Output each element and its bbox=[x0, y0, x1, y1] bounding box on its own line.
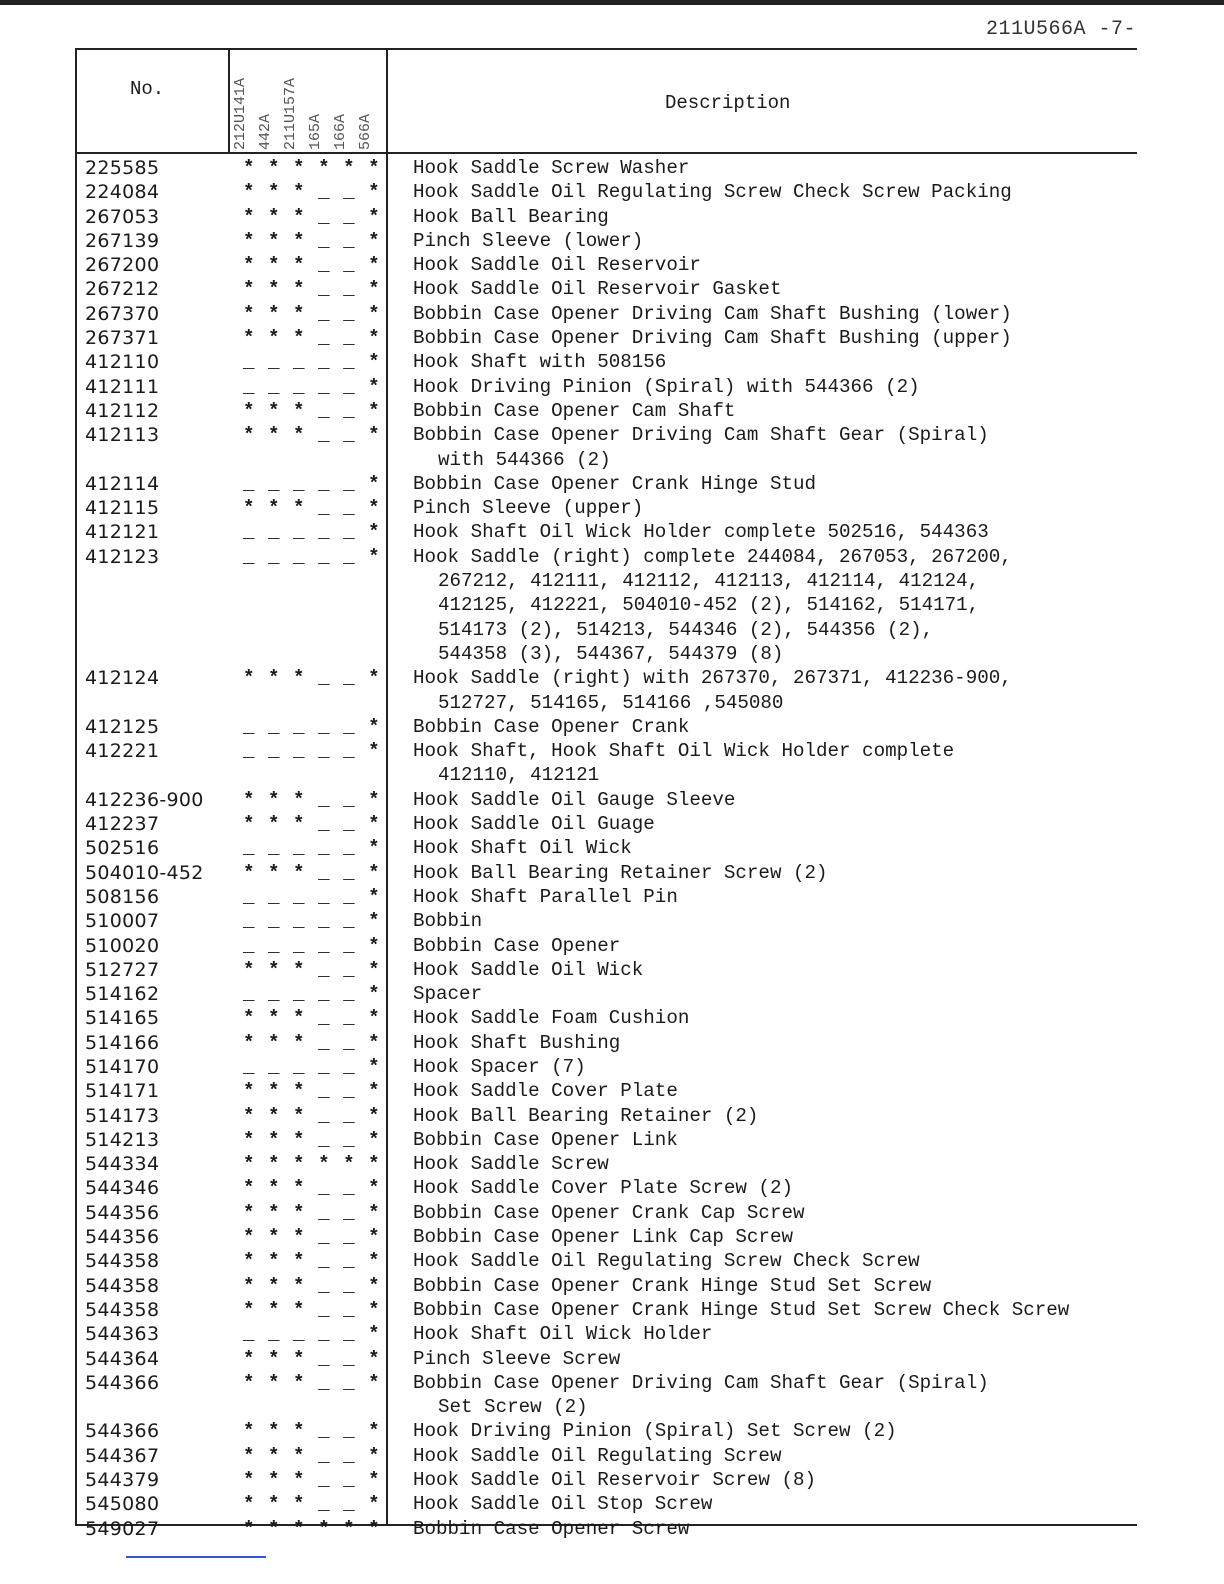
part-description bbox=[413, 812, 1147, 836]
part-description bbox=[413, 302, 1147, 326]
description-line: Spacer bbox=[413, 983, 483, 1006]
description-line: 544358 (3), 544367, 544379 (8) bbox=[438, 642, 784, 665]
part-description bbox=[413, 229, 1147, 253]
table-row bbox=[75, 350, 1147, 374]
description-line: Hook Saddle Screw bbox=[413, 1153, 609, 1176]
part-number: 412124 bbox=[85, 667, 160, 690]
table-row bbox=[75, 1176, 1147, 1200]
part-description bbox=[413, 1322, 1147, 1346]
header-description: Description bbox=[665, 92, 791, 114]
model-applicability: * * * _ _ * bbox=[243, 327, 381, 350]
model-applicability: * * * _ _ * bbox=[243, 667, 381, 690]
description-line: Hook Saddle Oil Regulating Screw Check Screw bbox=[413, 1250, 920, 1273]
model-applicability: _ _ _ _ _ * bbox=[243, 1323, 381, 1346]
header-no: No. bbox=[130, 78, 165, 100]
part-number: 412111 bbox=[85, 375, 160, 398]
part-description bbox=[413, 1152, 1147, 1176]
part-description bbox=[413, 861, 1147, 885]
description-line: Hook Saddle Oil Guage bbox=[413, 813, 655, 836]
part-number: 510020 bbox=[85, 934, 160, 957]
part-description bbox=[413, 1225, 1147, 1249]
part-number: 412121 bbox=[85, 521, 160, 544]
table-row bbox=[75, 496, 1147, 520]
model-applicability: * * * _ _ * bbox=[243, 1104, 381, 1127]
table-row bbox=[75, 253, 1147, 277]
table-row bbox=[75, 812, 1147, 836]
model-applicability: * * * * * * bbox=[243, 157, 381, 179]
part-description bbox=[413, 472, 1147, 496]
footer-link-line bbox=[126, 1556, 266, 1558]
model-applicability: * * * _ _ * bbox=[243, 399, 381, 422]
table-row bbox=[75, 836, 1147, 860]
part-description bbox=[413, 1468, 1147, 1492]
model-applicability: _ _ _ _ _ * bbox=[243, 375, 381, 398]
model-applicability: * * * _ _ * bbox=[243, 205, 381, 228]
part-number: 544358 bbox=[85, 1250, 160, 1273]
description-line: Hook Saddle Oil Regulating Screw Check Screw Packing bbox=[413, 181, 1012, 204]
table-row bbox=[75, 1444, 1147, 1468]
table-row bbox=[75, 1128, 1147, 1152]
table-row bbox=[75, 472, 1147, 496]
table-row bbox=[75, 1104, 1147, 1128]
description-line: Hook Shaft Oil Wick Holder complete 502516, 544363 bbox=[413, 521, 989, 544]
description-line: Bobbin bbox=[413, 910, 483, 933]
header-bottom-border bbox=[75, 152, 1137, 154]
part-description bbox=[413, 739, 1147, 788]
part-description bbox=[413, 1274, 1147, 1298]
part-description bbox=[413, 1031, 1147, 1055]
part-description bbox=[413, 1347, 1147, 1371]
part-number: 267139 bbox=[85, 229, 160, 252]
table-row bbox=[75, 1225, 1147, 1249]
parts-table bbox=[75, 48, 1147, 1540]
part-description bbox=[413, 1104, 1147, 1128]
table-row bbox=[75, 399, 1147, 423]
part-number: 544379 bbox=[85, 1469, 160, 1492]
part-description bbox=[413, 1055, 1147, 1079]
description-line: Bobbin Case Opener Screw bbox=[413, 1517, 690, 1540]
description-line: Hook Shaft with 508156 bbox=[413, 351, 667, 374]
part-number: 514170 bbox=[85, 1055, 160, 1078]
model-applicability: * * * * * * bbox=[243, 1517, 381, 1540]
model-applicability: * * * _ _ * bbox=[243, 1007, 381, 1030]
description-line: Hook Saddle Oil Wick bbox=[413, 958, 644, 981]
part-description bbox=[413, 666, 1147, 715]
table-row bbox=[75, 1419, 1147, 1443]
part-number: 412114 bbox=[85, 472, 160, 495]
part-description bbox=[413, 375, 1147, 399]
model-applicability: * * * _ _ * bbox=[243, 1298, 381, 1321]
model-applicability: * * * _ _ * bbox=[243, 497, 381, 520]
part-number: 412115 bbox=[85, 497, 160, 520]
part-number: 512727 bbox=[85, 958, 160, 981]
part-description bbox=[413, 982, 1147, 1006]
description-line: Bobbin Case Opener Crank Cap Screw bbox=[413, 1201, 805, 1224]
part-description bbox=[413, 1176, 1147, 1200]
description-line: 267212, 412111, 412112, 412113, 412114, 412124, bbox=[438, 570, 980, 593]
model-columns-header bbox=[229, 50, 381, 150]
part-number: 544367 bbox=[85, 1444, 160, 1467]
part-number: 514166 bbox=[85, 1031, 160, 1054]
table-row bbox=[75, 1274, 1147, 1298]
model-applicability: * * * _ _ * bbox=[243, 302, 381, 325]
part-number: 412125 bbox=[85, 715, 160, 738]
part-description bbox=[413, 156, 1147, 180]
part-description bbox=[413, 520, 1147, 544]
part-description bbox=[413, 1492, 1147, 1516]
table-row bbox=[75, 545, 1147, 666]
part-number: 412221 bbox=[85, 740, 160, 763]
table-row bbox=[75, 739, 1147, 788]
table-row bbox=[75, 1201, 1147, 1225]
model-applicability: * * * _ _ * bbox=[243, 1420, 381, 1443]
description-line: Pinch Sleeve (lower) bbox=[413, 229, 644, 252]
part-description bbox=[413, 545, 1147, 666]
part-number: 225585 bbox=[85, 157, 160, 179]
part-number: 412237 bbox=[85, 813, 160, 836]
model-applicability: _ _ _ _ _ * bbox=[243, 1055, 381, 1078]
description-line: Pinch Sleeve Screw bbox=[413, 1347, 621, 1370]
part-description bbox=[413, 1249, 1147, 1273]
table-row bbox=[75, 1371, 1147, 1420]
part-number: 514162 bbox=[85, 983, 160, 1006]
table-row bbox=[75, 909, 1147, 933]
part-number: 544358 bbox=[85, 1298, 160, 1321]
model-applicability: _ _ _ _ _ * bbox=[243, 545, 381, 568]
description-line: Hook Saddle Oil Stop Screw bbox=[413, 1493, 713, 1516]
description-line: 412110, 412121 bbox=[438, 764, 600, 787]
part-number: 267200 bbox=[85, 254, 160, 277]
model-label: 212U141A bbox=[232, 77, 249, 150]
part-number: 514173 bbox=[85, 1104, 160, 1127]
part-description bbox=[413, 350, 1147, 374]
part-description bbox=[413, 836, 1147, 860]
part-number: 544358 bbox=[85, 1274, 160, 1297]
part-description bbox=[413, 788, 1147, 812]
table-row bbox=[75, 375, 1147, 399]
model-label: 165A bbox=[307, 113, 324, 150]
part-description bbox=[413, 1419, 1147, 1443]
part-number: 514165 bbox=[85, 1007, 160, 1030]
part-description bbox=[413, 180, 1147, 204]
model-applicability: * * * _ _ * bbox=[243, 861, 381, 884]
description-line: Hook Shaft Parallel Pin bbox=[413, 885, 678, 908]
table-row bbox=[75, 1031, 1147, 1055]
model-applicability: * * * _ _ * bbox=[243, 958, 381, 981]
table-row bbox=[75, 885, 1147, 909]
description-line: Bobbin Case Opener Crank bbox=[413, 715, 690, 738]
table-row bbox=[75, 788, 1147, 812]
description-line: Hook Saddle Oil Regulating Screw bbox=[413, 1444, 782, 1467]
table-row bbox=[75, 1517, 1147, 1541]
description-line: Bobbin Case Opener Crank Hinge Stud Set Screw Check Screw bbox=[413, 1298, 1070, 1321]
table-row bbox=[75, 958, 1147, 982]
model-applicability: * * * _ _ * bbox=[243, 1444, 381, 1467]
table-row bbox=[75, 1055, 1147, 1079]
description-line: Hook Ball Bearing bbox=[413, 205, 609, 228]
top-border bbox=[0, 0, 1224, 5]
description-line: Hook Saddle Oil Reservoir Gasket bbox=[413, 278, 782, 301]
part-number: 544366 bbox=[85, 1371, 160, 1394]
model-label: 166A bbox=[332, 113, 349, 150]
part-description bbox=[413, 1079, 1147, 1103]
model-applicability: _ _ _ _ _ * bbox=[243, 934, 381, 957]
model-applicability: * * * _ _ * bbox=[243, 1274, 381, 1297]
part-description bbox=[413, 1201, 1147, 1225]
description-line: Hook Ball Bearing Retainer (2) bbox=[413, 1104, 759, 1127]
part-description bbox=[413, 277, 1147, 301]
part-description bbox=[413, 1517, 1147, 1541]
part-description bbox=[413, 1006, 1147, 1030]
table-row bbox=[75, 180, 1147, 204]
model-applicability: * * * _ _ * bbox=[243, 278, 381, 301]
description-line: Hook Shaft, Hook Shaft Oil Wick Holder complete bbox=[413, 740, 955, 763]
part-description bbox=[413, 1371, 1147, 1420]
description-line: Bobbin Case Opener Link Cap Screw bbox=[413, 1226, 793, 1249]
description-line: Bobbin Case Opener Cam Shaft bbox=[413, 399, 736, 422]
table-row bbox=[75, 861, 1147, 885]
model-applicability: * * * _ _ * bbox=[243, 254, 381, 277]
part-description bbox=[413, 326, 1147, 350]
part-number: 267371 bbox=[85, 327, 160, 350]
part-number: 502516 bbox=[85, 837, 160, 860]
part-number: 544356 bbox=[85, 1226, 160, 1249]
table-row bbox=[75, 934, 1147, 958]
description-line: Hook Driving Pinion (Spiral) with 544366 (2) bbox=[413, 375, 920, 398]
model-applicability: _ _ _ _ _ * bbox=[243, 351, 381, 374]
part-number: 514171 bbox=[85, 1080, 160, 1103]
table-row bbox=[75, 666, 1147, 715]
table-row bbox=[75, 1006, 1147, 1030]
part-number: 544334 bbox=[85, 1153, 160, 1176]
part-description bbox=[413, 1128, 1147, 1152]
description-line: Hook Ball Bearing Retainer Screw (2) bbox=[413, 861, 828, 884]
model-applicability: * * * _ _ * bbox=[243, 1226, 381, 1249]
table-row bbox=[75, 1347, 1147, 1371]
part-number: 508156 bbox=[85, 885, 160, 908]
model-applicability: _ _ _ _ _ * bbox=[243, 983, 381, 1006]
page-reference: 211U566A -7- bbox=[985, 18, 1136, 41]
model-applicability: * * * _ _ * bbox=[243, 1031, 381, 1054]
table-row bbox=[75, 326, 1147, 350]
part-number: 267053 bbox=[85, 205, 160, 228]
description-line: Pinch Sleeve (upper) bbox=[413, 497, 644, 520]
description-line: Bobbin Case Opener Crank Hinge Stud bbox=[413, 472, 817, 495]
part-description bbox=[413, 399, 1147, 423]
part-description bbox=[413, 909, 1147, 933]
description-line: Hook Spacer (7) bbox=[413, 1055, 586, 1078]
part-description bbox=[413, 885, 1147, 909]
model-label: 566A bbox=[357, 113, 374, 150]
description-line: Hook Driving Pinion (Spiral) Set Screw (2) bbox=[413, 1420, 897, 1443]
part-description bbox=[413, 934, 1147, 958]
description-line: with 544366 (2) bbox=[438, 448, 611, 471]
model-applicability: * * * _ _ * bbox=[243, 1128, 381, 1151]
model-applicability: * * * _ _ * bbox=[243, 1177, 381, 1200]
model-applicability: * * * _ _ * bbox=[243, 1201, 381, 1224]
description-line: Hook Saddle Oil Gauge Sleeve bbox=[413, 788, 736, 811]
model-applicability: _ _ _ _ _ * bbox=[243, 885, 381, 908]
table-row bbox=[75, 1298, 1147, 1322]
description-line: Hook Shaft Oil Wick Holder bbox=[413, 1323, 713, 1346]
description-line: Bobbin Case Opener Driving Cam Shaft Gear (Spiral) bbox=[413, 424, 989, 447]
table-row bbox=[75, 423, 1147, 472]
part-description bbox=[413, 1298, 1147, 1322]
model-applicability: _ _ _ _ _ * bbox=[243, 715, 381, 738]
description-line: Hook Saddle Foam Cushion bbox=[413, 1007, 690, 1030]
part-number: 544346 bbox=[85, 1177, 160, 1200]
part-description bbox=[413, 1444, 1147, 1468]
part-number: 412113 bbox=[85, 424, 160, 447]
part-number: 412110 bbox=[85, 351, 160, 374]
table-row bbox=[75, 156, 1147, 180]
table-row bbox=[75, 1492, 1147, 1516]
table-row bbox=[75, 302, 1147, 326]
model-label: 211U157A bbox=[282, 77, 299, 150]
part-number: 510007 bbox=[85, 910, 160, 933]
part-description bbox=[413, 253, 1147, 277]
table-row bbox=[75, 1249, 1147, 1273]
description-line: Hook Saddle Oil Reservoir Screw (8) bbox=[413, 1469, 817, 1492]
part-number: 224084 bbox=[85, 181, 160, 204]
description-line: Bobbin Case Opener Driving Cam Shaft Gear (Spiral) bbox=[413, 1371, 989, 1394]
description-line: Hook Saddle Oil Reservoir bbox=[413, 254, 701, 277]
model-applicability: * * * _ _ * bbox=[243, 1469, 381, 1492]
part-number: 412112 bbox=[85, 399, 160, 422]
table-row bbox=[75, 205, 1147, 229]
model-applicability: _ _ _ _ _ * bbox=[243, 910, 381, 933]
description-line: Bobbin Case Opener Driving Cam Shaft Bushing (upper) bbox=[413, 327, 1012, 350]
table-row bbox=[75, 715, 1147, 739]
model-applicability: * * * _ _ * bbox=[243, 1250, 381, 1273]
model-applicability: _ _ _ _ _ * bbox=[243, 521, 381, 544]
part-description bbox=[413, 496, 1147, 520]
model-applicability: * * * _ _ * bbox=[243, 424, 381, 447]
part-number: 514213 bbox=[85, 1128, 160, 1151]
description-line: Bobbin Case Opener Link bbox=[413, 1128, 678, 1151]
model-applicability: _ _ _ _ _ * bbox=[243, 740, 381, 763]
model-label: 442A bbox=[257, 113, 274, 150]
description-line: Hook Saddle Cover Plate bbox=[413, 1080, 678, 1103]
description-line: Hook Shaft Oil Wick bbox=[413, 837, 632, 860]
description-line: Bobbin Case Opener bbox=[413, 934, 621, 957]
part-number: 412236-900 bbox=[85, 788, 204, 811]
part-number: 545080 bbox=[85, 1493, 160, 1516]
description-line: Hook Saddle (right) complete 244084, 267053, 267200, bbox=[413, 545, 1012, 568]
model-applicability: _ _ _ _ _ * bbox=[243, 472, 381, 495]
part-number: 544366 bbox=[85, 1420, 160, 1443]
part-description bbox=[413, 958, 1147, 982]
description-line: Set Screw (2) bbox=[438, 1396, 588, 1419]
part-number: 544364 bbox=[85, 1347, 160, 1370]
table-row bbox=[75, 1322, 1147, 1346]
part-number: 267370 bbox=[85, 302, 160, 325]
part-number: 549027 bbox=[85, 1517, 160, 1540]
description-line: Hook Saddle Screw Washer bbox=[413, 157, 690, 179]
model-applicability: * * * _ _ * bbox=[243, 1080, 381, 1103]
part-description bbox=[413, 205, 1147, 229]
table-row bbox=[75, 229, 1147, 253]
description-line: Bobbin Case Opener Crank Hinge Stud Set Screw bbox=[413, 1274, 932, 1297]
table-row bbox=[75, 982, 1147, 1006]
description-line: Hook Shaft Bushing bbox=[413, 1031, 621, 1054]
description-line: 512727, 514165, 514166 ,545080 bbox=[438, 691, 784, 714]
description-line: 412125, 412221, 504010-452 (2), 514162, 514171, bbox=[438, 594, 980, 617]
model-applicability: * * * _ _ * bbox=[243, 229, 381, 252]
part-number: 504010-452 bbox=[85, 861, 204, 884]
description-line: 514173 (2), 514213, 544346 (2), 544356 (2), bbox=[438, 618, 934, 641]
table-body bbox=[75, 156, 1147, 1541]
description-line: Bobbin Case Opener Driving Cam Shaft Bushing (lower) bbox=[413, 302, 1012, 325]
table-row bbox=[75, 277, 1147, 301]
table-row bbox=[75, 1152, 1147, 1176]
table-row bbox=[75, 1079, 1147, 1103]
model-applicability: * * * _ _ * bbox=[243, 1347, 381, 1370]
table-row bbox=[75, 1468, 1147, 1492]
part-number: 412123 bbox=[85, 545, 160, 568]
part-number: 544363 bbox=[85, 1323, 160, 1346]
model-applicability: * * * _ _ * bbox=[243, 1371, 381, 1394]
description-line: Hook Saddle Cover Plate Screw (2) bbox=[413, 1177, 793, 1200]
model-applicability: * * * _ _ * bbox=[243, 813, 381, 836]
part-description bbox=[413, 715, 1147, 739]
part-number: 267212 bbox=[85, 278, 160, 301]
model-applicability: _ _ _ _ _ * bbox=[243, 837, 381, 860]
model-applicability: * * * _ _ * bbox=[243, 181, 381, 204]
table-row bbox=[75, 520, 1147, 544]
model-applicability: * * * _ _ * bbox=[243, 1493, 381, 1516]
part-number: 544356 bbox=[85, 1201, 160, 1224]
model-applicability: * * * * * * bbox=[243, 1153, 381, 1176]
model-applicability: * * * _ _ * bbox=[243, 788, 381, 811]
part-description bbox=[413, 423, 1147, 472]
description-line: Hook Saddle (right) with 267370, 267371, 412236-900, bbox=[413, 667, 1012, 690]
